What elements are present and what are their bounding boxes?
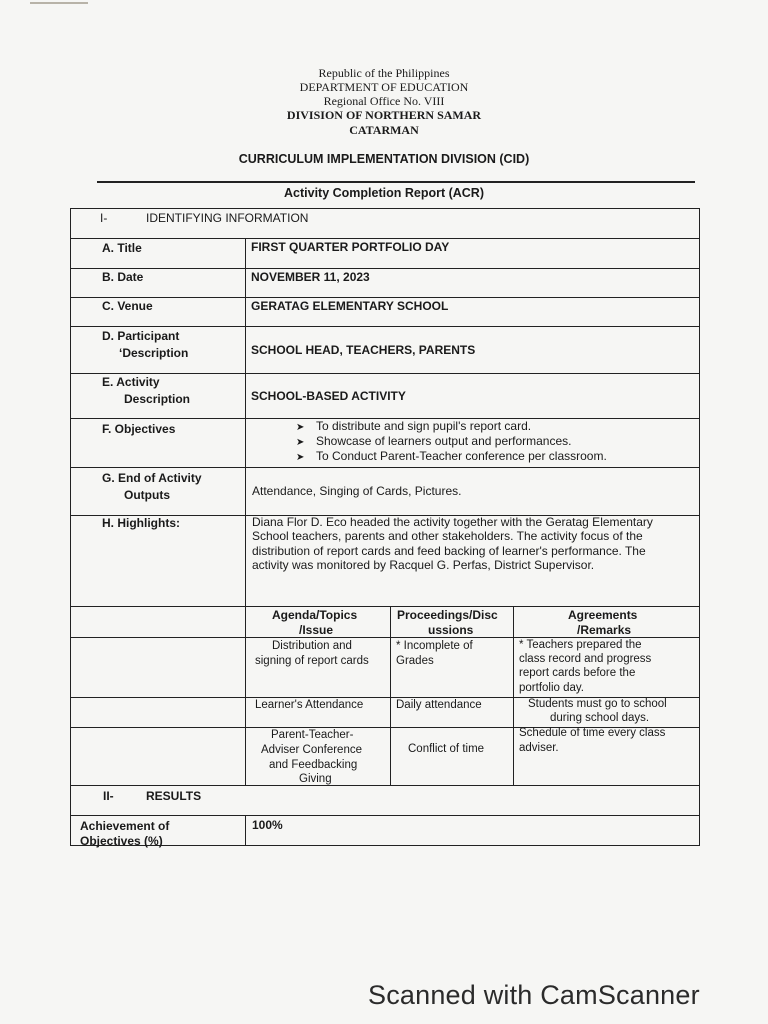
scan-mark: [30, 2, 88, 4]
section-title: IDENTIFYING INFORMATION: [146, 211, 309, 225]
agreements-header-2: /Remarks: [577, 623, 632, 637]
row-divider: [70, 326, 700, 327]
objectives-label: F. Objectives: [102, 422, 176, 436]
proceedings-header: Proceedings/Disc: [397, 608, 498, 622]
achievement-value: 100%: [252, 818, 283, 832]
activity-label: E. Activity: [102, 375, 160, 389]
agenda-cell: Distribution and: [272, 640, 352, 652]
row-divider: [70, 467, 700, 468]
header-city: CATARMAN: [349, 123, 419, 137]
col-divider: [245, 238, 246, 607]
section-number: II-: [103, 789, 114, 803]
row-divider: [70, 268, 700, 269]
agenda-cell: Adviser Conference: [261, 744, 362, 756]
arrow-bullet-icon: ➤: [296, 422, 305, 433]
arrow-bullet-icon: ➤: [296, 437, 305, 448]
cid-title: CURRICULUM IMPLEMENTATION DIVISION (CID): [238, 152, 530, 166]
objective-item: ➤ To distribute and sign pupil's report card.: [296, 419, 532, 433]
highlights-line: School teachers, parents and other stakeholders. The activity focus of the: [252, 529, 643, 543]
col-divider: [245, 815, 246, 846]
row-divider: [70, 373, 700, 374]
objective-item: ➤ To Conduct Parent-Teacher conference per classroom.: [296, 449, 607, 463]
agenda-cell: signing of report cards: [255, 655, 369, 667]
section-number: I-: [100, 211, 108, 225]
section-title: RESULTS: [146, 789, 202, 803]
agreements-cell: during school days.: [550, 712, 650, 724]
agreements-header: Agreements: [568, 608, 638, 622]
proceedings-cell: Daily attendance: [396, 699, 482, 711]
date-value: NOVEMBER 11, 2023: [251, 270, 370, 284]
achievement-label: Achievement of: [80, 819, 170, 833]
outputs-label: G. End of Activity: [102, 471, 202, 485]
row-divider: [70, 815, 700, 816]
agenda-cell: Learner's Attendance: [255, 699, 364, 711]
agreements-cell: Schedule of time every class: [519, 727, 666, 739]
outputs-label-2: Outputs: [124, 488, 170, 502]
title-value: FIRST QUARTER PORTFOLIO DAY: [251, 240, 450, 254]
header-region: Regional Office No. VIII: [323, 94, 445, 108]
agreements-cell: Students must go to school: [528, 698, 667, 710]
title-label: A. Title: [102, 241, 142, 255]
proceedings-header-2: ussions: [428, 623, 474, 637]
participant-value: SCHOOL HEAD, TEACHERS, PARENTS: [251, 343, 476, 357]
highlights-line: distribution of report cards and feed backing of learner's performance. The: [252, 544, 646, 558]
activity-value: SCHOOL-BASED ACTIVITY: [251, 389, 406, 403]
header-rule: [97, 181, 695, 183]
agenda-header-2: /Issue: [299, 623, 334, 637]
row-divider: [70, 297, 700, 298]
agreements-cell: portfolio day.: [519, 682, 584, 694]
highlights-line: Diana Flor D. Eco headed the activity together with the Geratag Elementary: [252, 515, 653, 529]
col-divider: [513, 606, 514, 786]
activity-label-2: Description: [124, 392, 191, 406]
participant-label: D. Participant: [102, 329, 180, 343]
agreements-cell: report cards before the: [519, 667, 636, 679]
agreements-cell: adviser.: [519, 742, 559, 754]
highlights-label: H. Highlights:: [102, 516, 180, 530]
participant-label-2: ‘Description: [119, 346, 189, 360]
agenda-header: Agenda/Topics: [272, 608, 358, 622]
col-divider: [245, 606, 246, 786]
row-divider: [70, 238, 700, 239]
agreements-cell: * Teachers prepared the: [519, 639, 642, 651]
header-republic: Republic of the Philippines: [318, 66, 450, 80]
venue-value: GERATAG ELEMENTARY SCHOOL: [251, 299, 449, 313]
agenda-cell: Giving: [299, 773, 332, 785]
report-title: Activity Completion Report (ACR): [284, 186, 484, 200]
proceedings-cell: Conflict of time: [408, 743, 485, 755]
achievement-label-2: Objectives (%): [80, 834, 163, 848]
date-label: B. Date: [102, 270, 144, 284]
arrow-bullet-icon: ➤: [296, 452, 305, 463]
highlights-line: activity was monitored by Racquel G. Perfas, District Supervisor.: [252, 558, 595, 572]
col-divider: [390, 606, 391, 786]
objective-item: ➤ Showcase of learners output and performances.: [296, 434, 572, 448]
row-divider: [70, 785, 700, 786]
proceedings-cell: * Incomplete of: [396, 640, 473, 652]
row-divider: [70, 606, 700, 607]
camscanner-watermark: Scanned with CamScanner: [368, 980, 700, 1010]
table-bottom: [70, 845, 700, 846]
agreements-cell: class record and progress: [519, 653, 652, 665]
agenda-cell: Parent-Teacher-: [271, 729, 354, 741]
agenda-cell: and Feedbacking: [269, 759, 358, 771]
outputs-value: Attendance, Singing of Cards, Pictures.: [252, 484, 462, 498]
header-department: DEPARTMENT OF EDUCATION: [299, 80, 469, 94]
proceedings-cell: Grades: [396, 655, 434, 667]
header-division: DIVISION OF NORTHERN SAMAR: [286, 108, 482, 122]
venue-label: C. Venue: [102, 299, 153, 313]
